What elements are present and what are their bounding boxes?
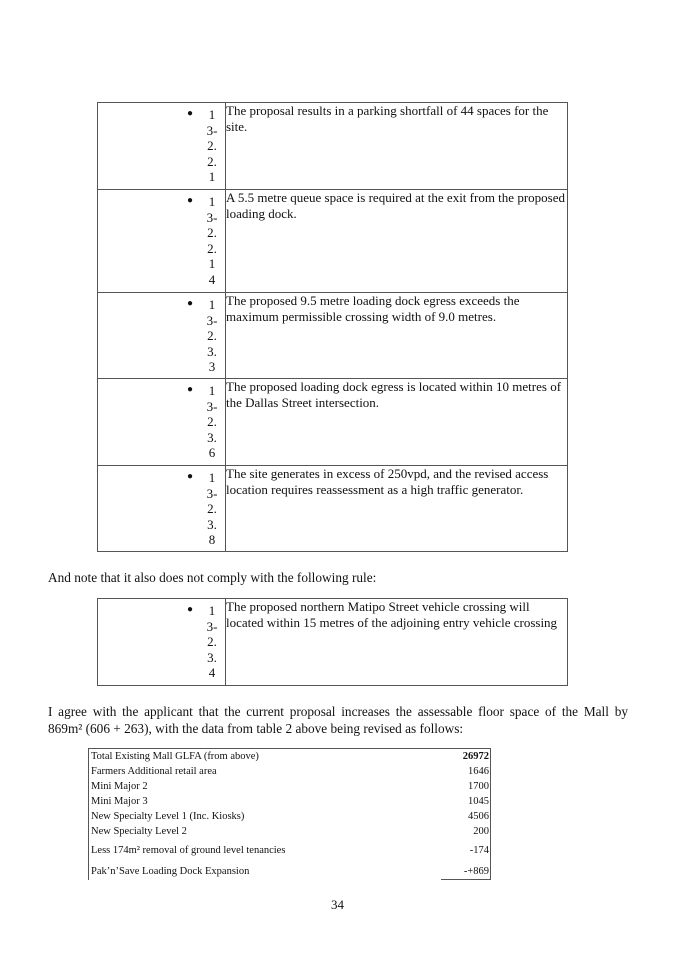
table-row [89,824,491,839]
rule-text: The proposed northern Matipo Street vehicle crossing will located within 15 metres of the adjoining entry vehicle crossing [226,599,568,686]
rule-row [98,379,568,466]
table-row [89,839,491,861]
glfa-value: 4506 [441,809,491,824]
note-paragraph: And note that it also does not comply with the following rule: [48,570,377,585]
table-row [89,749,491,765]
additional-rule-table [97,598,568,686]
glfa-value: 200 [441,824,491,839]
glfa-value: 1646 [441,764,491,779]
bullet-icon: ● [187,384,194,395]
glfa-value: 1045 [441,794,491,809]
rule-text: A 5.5 metre queue space is required at the exit from the proposed loading dock. [226,190,568,293]
glfa-label: Mini Major 3 [91,796,148,807]
rule-number: 1 3- 2. 3. 8 [206,470,218,548]
table-row [89,809,491,824]
rule-number-cell [98,379,226,466]
glfa-label: New Specialty Level 1 (Inc. Kiosks) [91,811,245,822]
rule-row [98,599,568,686]
table-row [89,794,491,809]
glfa-value: 26972 [441,749,491,765]
glfa-label: Mini Major 2 [91,781,148,792]
rule-row [98,466,568,552]
rule-text: The proposed loading dock egress is located within 10 metres of the Dallas Street intersection. [226,379,568,466]
bullet-icon: ● [187,298,194,309]
table-row [89,764,491,779]
table-row [89,779,491,794]
rule-number-cell [98,190,226,293]
glfa-value: 1700 [441,779,491,794]
bullet-icon: ● [187,471,194,482]
glfa-label: New Specialty Level 2 [91,826,187,837]
rule-row [98,103,568,190]
table-row [89,861,491,880]
rule-row [98,190,568,293]
rule-number-cell [98,466,226,552]
glfa-label: Farmers Additional retail area [91,766,217,777]
agreement-paragraph-line1: I agree with the applicant that the current proposal increases the assessable floor space of the Mall by [48,704,628,719]
agreement-paragraph-line2: 869m² (606 + 263), with the data from table 2 above being revised as follows: [48,721,464,736]
rule-row [98,293,568,379]
glfa-label: Pak’n’Save Loading Dock Expansion [91,866,250,878]
glfa-value: -+869 [441,861,491,880]
rule-number: 1 3- 2. 3. 3 [206,297,218,375]
rule-text: The site generates in excess of 250vpd, and the revised access location requires reassessment as a high traffic generator. [226,466,568,552]
rule-number-cell [98,599,226,686]
glfa-label: Less 174m² removal of ground level tenancies [91,845,286,856]
rule-number-cell [98,293,226,379]
rule-number: 1 3- 2. 3. 6 [206,383,218,461]
glfa-table [88,748,491,880]
rule-number-cell [98,103,226,190]
rule-text: The proposal results in a parking shortfall of 44 spaces for the site. [226,103,568,190]
page-number: 34 [331,897,344,912]
bullet-icon: ● [187,108,194,119]
rules-table [97,102,568,552]
glfa-value: -174 [441,839,491,861]
bullet-icon: ● [187,195,194,206]
rule-number: 1 3- 2. 2. 1 4 [206,194,218,287]
rule-number: 1 3- 2. 2. 1 [206,107,218,185]
rule-number: 1 3- 2. 3. 4 [206,603,218,681]
bullet-icon: ● [187,604,194,615]
rule-text: The proposed 9.5 metre loading dock egress exceeds the maximum permissible crossing width of 9.0 metres. [226,293,568,379]
glfa-label: Total Existing Mall GLFA (from above) [91,751,259,762]
